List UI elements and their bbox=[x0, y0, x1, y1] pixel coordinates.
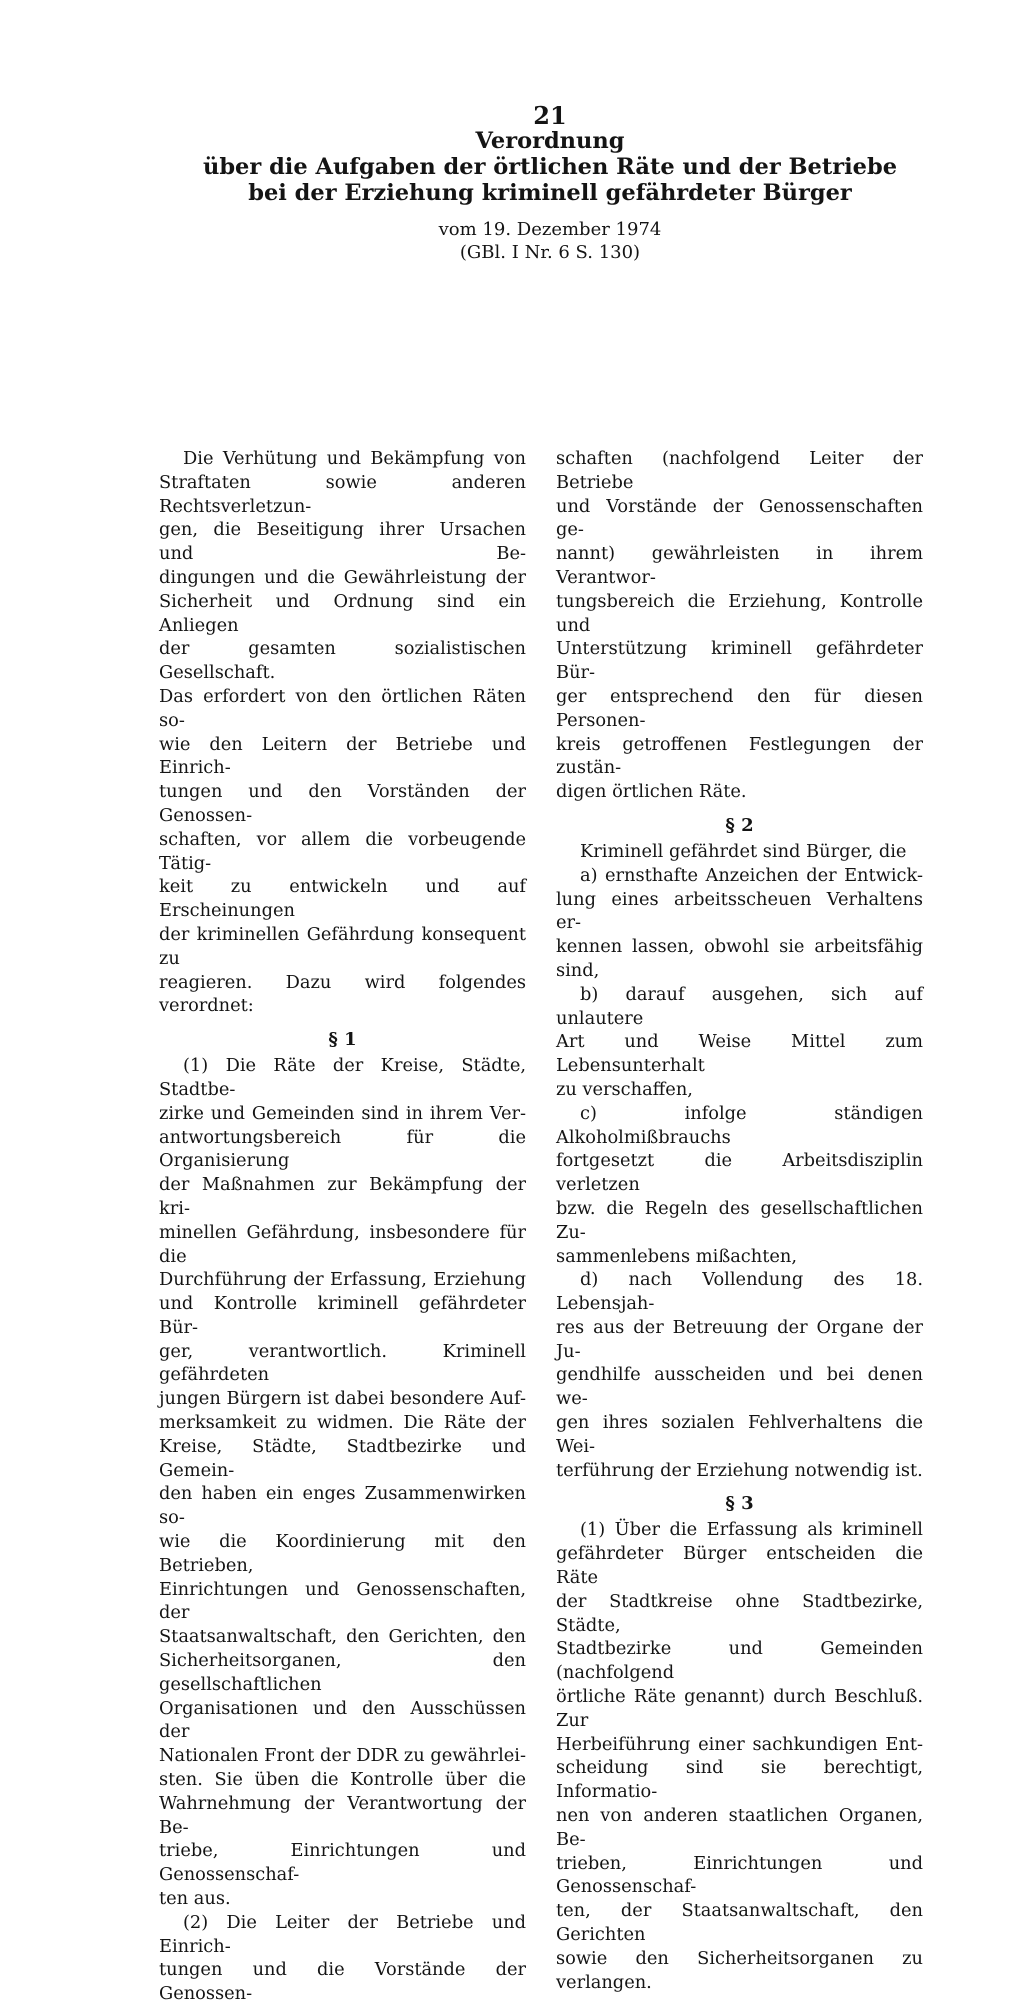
section-heading: § 3 bbox=[725, 1493, 754, 1515]
text-line: fortgesetzt die Arbeitsdisziplin verletzen bbox=[556, 1150, 923, 1196]
text-line: sten. Sie üben die Kontrolle über die bbox=[159, 1769, 526, 1791]
text-line: wie den Leitern der Betriebe und Einrich- bbox=[159, 733, 526, 779]
text-line: d) nach Vollendung des 18. Lebensjah- bbox=[556, 1269, 923, 1315]
text-line: a) ernsthafte Anzeichen der Entwick- bbox=[580, 864, 923, 886]
text-line: der Maßnahmen zur Bekämpfung der kri- bbox=[159, 1174, 526, 1219]
text-line: terführung der Erziehung notwendig ist. bbox=[556, 1459, 923, 1481]
title-line: Verordnung bbox=[475, 128, 625, 154]
text-line: gendhilfe ausscheiden und bei denen we- bbox=[556, 1364, 923, 1410]
text-line: b) darauf ausgehen, sich auf unlautere bbox=[556, 983, 923, 1029]
paragraph bbox=[556, 864, 923, 983]
paragraph bbox=[556, 1268, 923, 1482]
text-line: ger, verantwortlich. Kriminell gefährdeten bbox=[159, 1340, 526, 1386]
text-line: nen von anderen staatlichen Organen, Be- bbox=[556, 1805, 923, 1850]
text-line: Kriminell gefährdet sind Bürger, die bbox=[580, 840, 907, 862]
paragraph bbox=[159, 1911, 526, 2006]
text-line: zu verschaffen, bbox=[556, 1078, 693, 1100]
section-heading: § 1 bbox=[328, 1029, 357, 1051]
text-line: tungsbereich die Erziehung, Kontrolle und bbox=[556, 590, 923, 636]
text-line: schaften, vor allem die vorbeugende Tätig- bbox=[159, 828, 526, 874]
text-line: Durchführung der Erfassung, Erziehung bbox=[159, 1269, 526, 1291]
text-column-left bbox=[159, 447, 526, 2006]
text-line: tungen und die Vorstände der Genossen- bbox=[159, 1959, 526, 2005]
text-line: keit zu entwickeln und auf Erscheinungen bbox=[159, 876, 526, 922]
text-line: kreis getroffenen Festlegungen der zustän- bbox=[556, 733, 923, 779]
text-line: (2) Die Leiter der Betriebe und Einrich- bbox=[159, 1911, 526, 1957]
document-source: (GBl. I Nr. 6 S. 130) bbox=[459, 242, 641, 263]
text-line: Herbeiführung einer sachkundigen Ent- bbox=[556, 1733, 923, 1755]
document-title bbox=[150, 128, 950, 206]
text-line: der gesamten sozialistischen Gesellschaft. bbox=[159, 638, 526, 684]
text-line: Unterstützung kriminell gefährdeter Bür- bbox=[556, 638, 923, 684]
text-column-right bbox=[556, 447, 923, 1994]
text-line: zirke und Gemeinden sind in ihrem Ver- bbox=[159, 1102, 526, 1124]
text-line: und Kontrolle kriminell gefährdeter Bür- bbox=[159, 1293, 526, 1338]
text-line: kennen lassen, obwohl sie arbeitsfähig bbox=[556, 936, 923, 958]
text-line: sammenlebens mißachten, bbox=[556, 1245, 797, 1267]
text-line: scheidung sind sie berechtigt, Informatio- bbox=[556, 1757, 923, 1803]
title-line: über die Aufgaben der örtlichen Räte und der Betriebe bbox=[202, 154, 898, 180]
text-line: minellen Gefährdung, insbesondere für die bbox=[159, 1221, 526, 1267]
text-line: (1) Über die Erfassung als kriminell bbox=[580, 1519, 923, 1541]
paragraph bbox=[159, 1054, 526, 1911]
text-line: Straftaten sowie anderen Rechtsverletzun- bbox=[159, 471, 526, 517]
text-line: antwortungsbereich für die Organisierung bbox=[159, 1126, 526, 1172]
document-date: vom 19. Dezember 1974 bbox=[438, 219, 662, 240]
text-line: wie die Koordinierung mit den Betrieben, bbox=[159, 1531, 526, 1576]
paragraph bbox=[556, 1518, 923, 1994]
text-line: Organisationen und den Ausschüssen der bbox=[159, 1697, 526, 1743]
title-line: bei der Erziehung kriminell gefährdeter Bürger bbox=[248, 180, 852, 206]
paragraph bbox=[159, 447, 526, 1018]
text-line: ten aus. bbox=[159, 1888, 231, 1910]
text-line: Die Verhütung und Bekämpfung von bbox=[183, 448, 526, 469]
text-line: ger entsprechend den für diesen Personen- bbox=[556, 685, 923, 731]
text-line: sind, bbox=[556, 959, 600, 981]
text-line: Das erfordert von den örtlichen Räten so- bbox=[159, 685, 526, 731]
text-line: Sicherheit und Ordnung sind ein Anliegen bbox=[159, 590, 526, 636]
text-line: Stadtbezirke und Gemeinden (nachfolgend bbox=[556, 1638, 923, 1684]
text-line: bzw. die Regeln des gesellschaftlichen Zu- bbox=[556, 1197, 923, 1243]
text-line: und Vorstände der Genossenschaften ge- bbox=[556, 495, 923, 541]
section-heading: § 2 bbox=[725, 814, 754, 836]
text-line: gen ihres sozialen Fehlverhaltens die Wei- bbox=[556, 1412, 923, 1457]
text-line: gen, die Beseitigung ihrer Ursachen und Be- bbox=[159, 519, 526, 565]
text-line: ten, der Staatsanwaltschaft, den Gerichten bbox=[556, 1900, 923, 1946]
paragraph bbox=[556, 840, 923, 864]
text-line: jungen Bürgern ist dabei besondere Auf- bbox=[159, 1388, 526, 1410]
text-line: lung eines arbeitsscheuen Verhaltens er- bbox=[556, 888, 923, 934]
text-line: der Stadtkreise ohne Stadtbezirke, Städte, bbox=[556, 1590, 923, 1636]
text-line: nannt) gewährleisten in ihrem Verantwor- bbox=[556, 543, 923, 588]
text-line: digen örtlichen Räte. bbox=[556, 781, 747, 803]
text-line: dingungen und die Gewährleistung der bbox=[159, 566, 526, 588]
text-line: res aus der Betreuung der Organe der Ju- bbox=[556, 1316, 923, 1362]
text-line: merksamkeit zu widmen. Die Räte der bbox=[159, 1412, 526, 1434]
text-line: Kreise, Städte, Stadtbezirke und Gemein- bbox=[159, 1435, 526, 1481]
text-line: Wahrnehmung der Verantwortung der Be- bbox=[159, 1792, 526, 1838]
document-date-block bbox=[150, 218, 950, 264]
text-line: Staatsanwaltschaft, den Gerichten, den bbox=[159, 1626, 526, 1648]
text-line: sowie den Sicherheitsorganen zu verlangen. bbox=[556, 1947, 923, 1993]
text-line: örtliche Räte genannt) durch Beschluß. Zur bbox=[556, 1686, 923, 1731]
text-line: triebe, Einrichtungen und Genossenschaf- bbox=[159, 1840, 526, 1886]
text-line: Nationalen Front der DDR zu gewährlei- bbox=[159, 1745, 526, 1767]
text-line: gefährdeter Bürger entscheiden die Räte bbox=[556, 1543, 923, 1589]
text-line: den haben ein enges Zusammenwirken so- bbox=[159, 1483, 526, 1529]
paragraph bbox=[556, 1102, 923, 1269]
text-line: Einrichtungen und Genossenschaften, der bbox=[159, 1578, 526, 1624]
text-line: Art und Weise Mittel zum Lebensunterhalt bbox=[556, 1031, 923, 1077]
text-line: (1) Die Räte der Kreise, Städte, Stadtbe- bbox=[159, 1055, 526, 1100]
text-line: reagieren. Dazu wird folgendes verordnet: bbox=[159, 971, 526, 1017]
paragraph bbox=[556, 447, 923, 804]
text-line: schaften (nachfolgend Leiter der Betriebe bbox=[556, 448, 923, 493]
text-line: tungen und den Vorständen der Genossen- bbox=[159, 781, 526, 826]
paragraph bbox=[556, 983, 923, 1102]
text-line: der kriminellen Gefährdung konsequent zu bbox=[159, 923, 526, 969]
document-number: 21 bbox=[533, 101, 567, 130]
text-line: trieben, Einrichtungen und Genossenschaf- bbox=[556, 1852, 923, 1898]
text-line: Sicherheitsorganen, den gesellschaftlichen bbox=[159, 1650, 526, 1695]
text-line: c) infolge ständigen Alkoholmißbrauchs bbox=[556, 1102, 923, 1148]
